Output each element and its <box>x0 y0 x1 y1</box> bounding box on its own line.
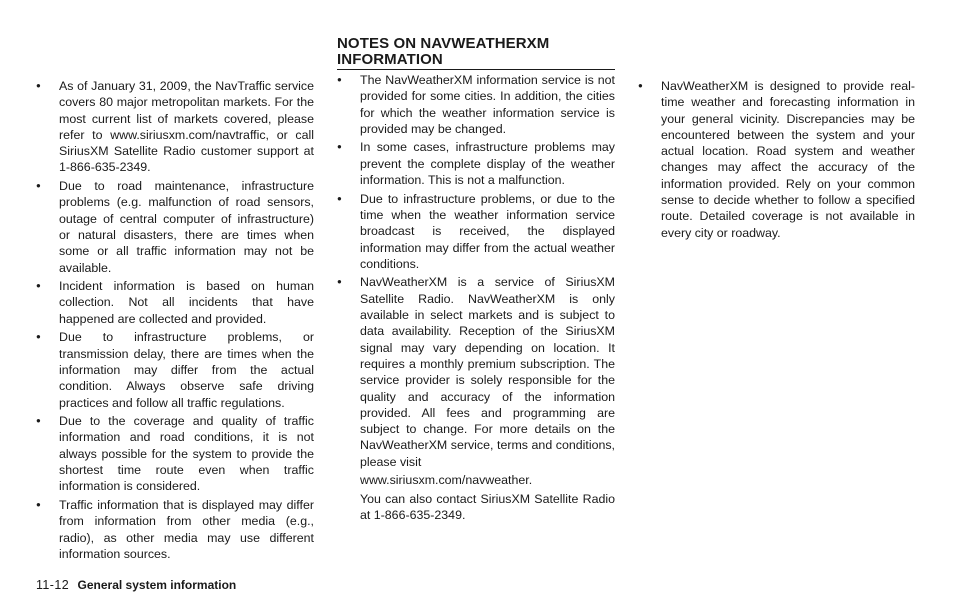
bullet-item: ● Due to infrastructure problems, or due to the time when the weather information service broadcast is received, the displayed information may differ from the actual weather conditions. <box>337 191 615 272</box>
weather-notes-list <box>337 72 615 470</box>
bullet-item: ● NavWeatherXM is designed to provide real-time weather and forecasting information in your general vicinity. Discrepancies may be encountered between the system and your actual location. Road system and weather changes may affect the accuracy of the information provided. Rely on your common sense to decide whether to follow a specified route. Detailed coverage is not available in every city or roadway. <box>638 78 915 241</box>
bullet-item: ● Due to road maintenance, infrastructure problems (e.g. malfunction of road sensors, outage of central computer of infrastructure) or natural disasters, there are times when some or all traffic information may not be available. <box>36 178 314 276</box>
bullet-item: ● The NavWeatherXM information service is not provided for some cities. In addition, the cities for which the weather information service is provided may be changed. <box>337 72 615 137</box>
bullet-item: ● As of January 31, 2009, the NavTraffic service covers 80 major metropolitan markets. For the most current list of markets covered, please refer to www.siriusxm.com/navtraffic, or call SiriusXM Satellite Radio customer support at 1-866-635-2349. <box>36 78 314 176</box>
footer-section-title: General system information <box>77 578 237 592</box>
bullet-item: ● Incident information is based on human collection. Not all incidents that have happened are collected and provided. <box>36 278 314 327</box>
middle-column <box>337 36 615 525</box>
weather-accuracy-list <box>638 78 915 241</box>
bullet-item: ● NavWeatherXM is a service of SiriusXM Satellite Radio. NavWeatherXM is only available in select markets and is subject to data availability. Reception of the SiriusXM signal may vary depending on location. It requires a monthly premium subscription. The service provider is solely responsible for the quality and accuracy of the information provided. All fees and programming are subject to change. For more details on the NavWeatherXM service, terms and conditions, please visit <box>337 274 615 470</box>
bullet-item: ● In some cases, infrastructure problems may prevent the complete display of the weather information. This is not a malfunction. <box>337 139 615 188</box>
page-footer <box>36 577 236 593</box>
section-heading: NOTES ON NAVWEATHERXM INFORMATION <box>337 36 615 70</box>
traffic-notes-list <box>36 78 314 562</box>
right-column <box>638 78 915 243</box>
left-column <box>36 78 314 564</box>
contact-line: You can also contact SiriusXM Satellite Radio at 1-866-635-2349. <box>360 491 615 522</box>
bullet-item: ● Due to the coverage and quality of traffic information and road conditions, it is not always possible for the system to provide the shortest time route even when traffic information is considered. <box>36 413 314 494</box>
page-number: 11-12 <box>36 578 70 592</box>
bullet-item: ● Due to infrastructure problems, or transmission delay, there are times when the information may differ from the actual condition. Always observe safe driving practices and follow all traffic regulations. <box>36 329 314 410</box>
bullet-item: ● Traffic information that is displayed may differ from information from other media (e.g., radio), as other media may use different information sources. <box>36 497 314 562</box>
weather-url-line: www.siriusxm.com/navweather. <box>360 473 533 488</box>
